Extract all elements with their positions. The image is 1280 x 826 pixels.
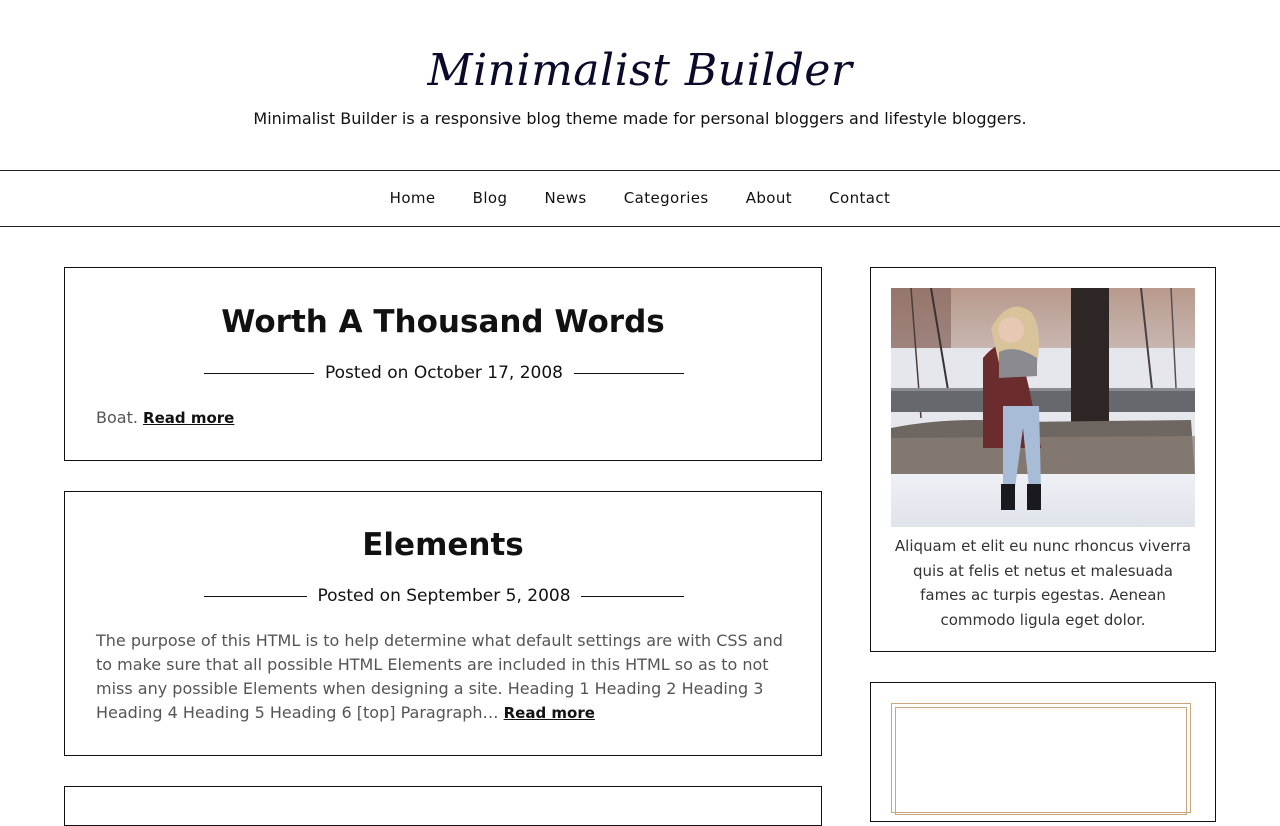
read-more-link[interactable]: Read more (503, 704, 595, 722)
decorative-frame (891, 703, 1191, 813)
post-date[interactable]: September 5, 2008 (406, 586, 571, 606)
nav-item-home[interactable]: Home (389, 189, 436, 207)
post-excerpt (96, 406, 796, 430)
post-date[interactable]: October 17, 2008 (413, 363, 563, 383)
nav-item-categories[interactable]: Categories (623, 189, 709, 207)
decorative-frame-inner (895, 707, 1187, 815)
post-title[interactable]: Worth A Thousand Words (221, 304, 665, 340)
framed-widget (870, 682, 1216, 822)
nav-list (0, 171, 1280, 226)
nav-item-about[interactable]: About (745, 189, 793, 207)
nav-item-news[interactable]: News (544, 189, 587, 207)
nav-item-contact[interactable]: Contact (829, 189, 891, 207)
posted-on-label: Posted on (325, 363, 414, 383)
post-title[interactable]: Elements (362, 527, 524, 563)
post-card (64, 491, 822, 756)
about-widget (870, 267, 1216, 652)
posted-on-label: Posted on (317, 586, 407, 606)
winter-photo-image (891, 288, 1195, 527)
about-widget-text: Aliquam et elit eu nunc rhoncus viverra quis at felis et netus et malesuada fames ac turpis egestas. Aenean commodo ligula eget dolor. (894, 537, 1192, 629)
post-meta (204, 360, 684, 386)
site-title[interactable]: Minimalist Builder (427, 45, 853, 96)
main-navigation (0, 170, 1280, 227)
site-header (0, 0, 1280, 171)
site-tagline: Minimalist Builder is a responsive blog theme made for personal bloggers and lifestyle bloggers. (253, 109, 1027, 128)
post-excerpt-text: Boat. (96, 408, 144, 427)
post-card (64, 786, 822, 826)
post-excerpt (96, 629, 796, 725)
post-meta (204, 583, 684, 609)
read-more-link[interactable]: Read more (143, 409, 235, 427)
profile-photo (891, 288, 1195, 527)
nav-item-blog[interactable]: Blog (472, 189, 508, 207)
meta-divider-right (581, 596, 684, 597)
meta-divider-right (574, 373, 684, 374)
post-card (64, 267, 822, 461)
post-excerpt-text: The purpose of this HTML is to help determine what default settings are with CSS and to make sure that all possible HTML Elements are included in this HTML so as to not miss any possible Elements when designing a site. Heading 1 Heading 2 Heading 3 Heading 4 Heading 5 Heading 6 [top] Paragraph… (96, 631, 783, 722)
